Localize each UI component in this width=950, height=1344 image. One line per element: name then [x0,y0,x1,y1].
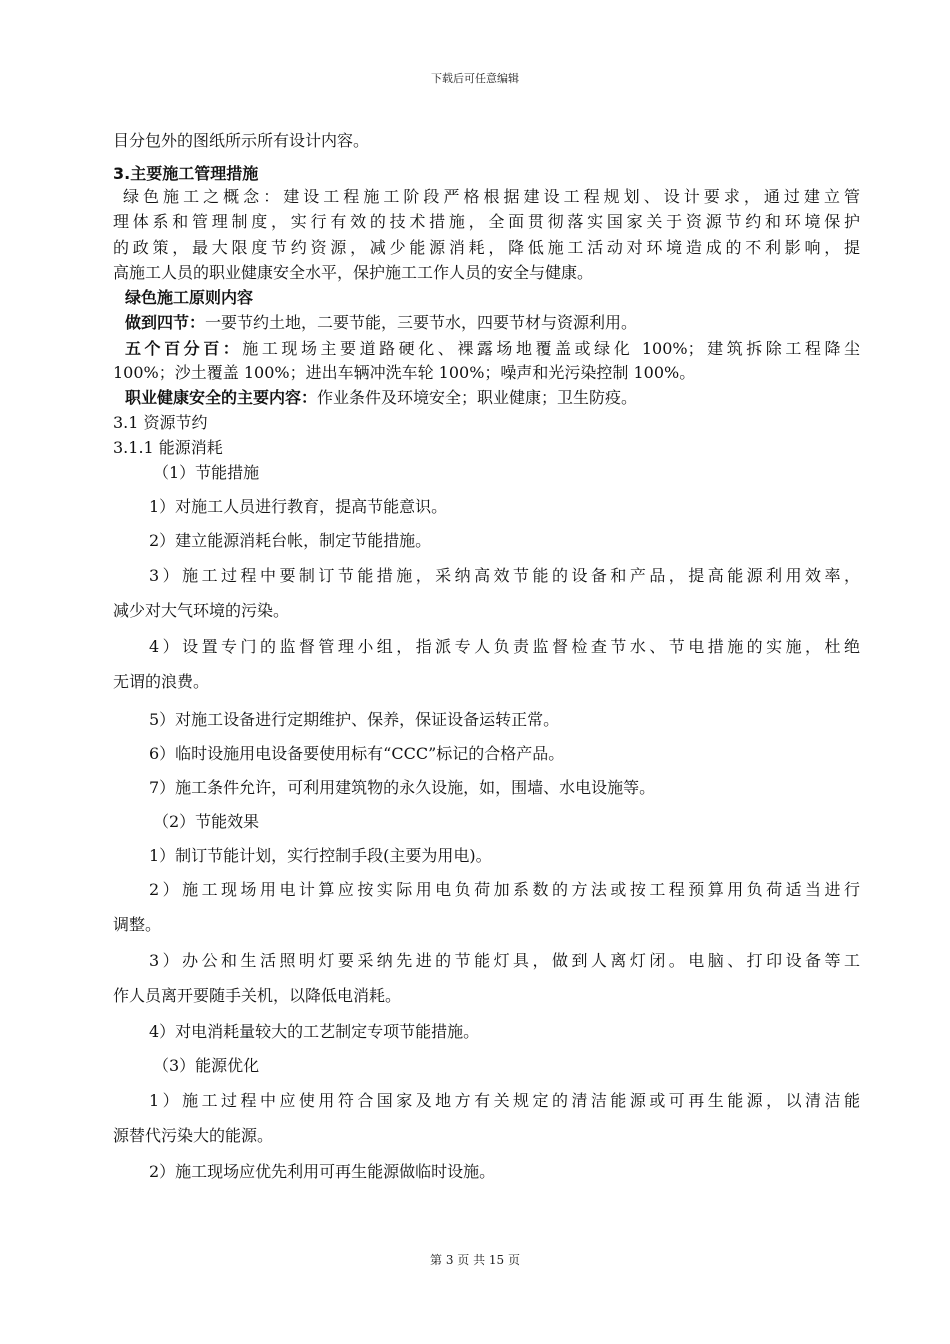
list-item: 4）设置专门的监督管理小组，指派专人负责监督检查节水、节电措施的实施，杜绝 [149,637,860,656]
section-heading: 3.主要施工管理措施 [113,164,259,183]
list-item: 1）施工过程中应使用符合国家及地方有关规定的清洁能源或可再生能源，以清洁能 [149,1091,860,1110]
list-item-continuation: 无谓的浪费。 [113,672,210,691]
paragraph-line: 理体系和管理制度，实行有效的技术措施，全面贯彻落实国家关于资源节约和环境保护 [113,212,860,231]
list-item: 3）施工过程中要制订节能措施，采纳高效节能的设备和产品，提高能源利用效率， [149,566,860,585]
paragraph-line: 高施工人员的职业健康安全水平，保护施工工作人员的安全与健康。 [113,263,594,282]
list-item: 6）临时设施用电设备要使用标有“CCC”标记的合格产品。 [149,744,565,763]
list-item-continuation: 减少对大气环境的污染。 [113,601,290,620]
list-item: 3）办公和生活照明灯要采纳先进的节能灯具，做到人离灯闭。电脑、打印设备等工 [149,951,860,970]
item-heading: （3）能源优化 [153,1056,260,1075]
paragraph-line [113,385,872,408]
line-text: 一要节约土地，二要节能，三要节水，四要节材与资源利用。 [205,313,638,332]
list-item-continuation: 源替代污染大的能源。 [113,1126,274,1145]
list-item: 4）对电消耗量较大的工艺制定专项节能措施。 [149,1022,480,1041]
list-item: 1）对施工人员进行教育，提高节能意识。 [149,497,448,516]
item-heading: （1）节能措施 [153,463,260,482]
line-text: 施工现场主要道路硬化、裸露场地覆盖或绿化 100%；建筑拆除工程降尘 [242,339,860,358]
list-item: 2）施工现场用电计算应按实际用电负荷加系数的方法或按工程预算用负荷适当进行 [149,880,860,899]
subsection-heading: 3.1 资源节约 [113,413,208,432]
paragraph-line [113,310,872,333]
bold-label: 做到四节： [125,313,206,332]
paragraph-line: 绿色施工之概念：建设工程施工阶段严格根据建设工程规划、设计要求，通过建立管 [123,187,860,206]
list-item: 2）建立能源消耗台帐，制定节能措施。 [149,531,432,550]
list-item-continuation: 调整。 [113,915,162,934]
list-item: 1）制订节能计划，实行控制手段(主要为用电)。 [149,846,492,865]
subheading: 绿色施工原则内容 [125,288,254,307]
page-header: 下载后可任意编辑 [431,72,519,85]
list-item: 7）施工条件允许，可利用建筑物的永久设施，如，围墙、水电设施等。 [149,778,656,797]
subsection-heading: 3.1.1 能源消耗 [113,438,223,457]
paragraph-line: 目分包外的图纸所示所有设计内容。 [113,131,370,150]
list-item: 2）施工现场应优先利用可再生能源做临时设施。 [149,1162,496,1181]
list-item: 5）对施工设备进行定期维护、保养，保证设备运转正常。 [149,710,560,729]
bold-label: 职业健康安全的主要内容： [125,388,318,407]
list-item-continuation: 作人员离开要随手关机，以降低电消耗。 [113,986,402,1005]
paragraph-line [113,336,860,359]
item-heading: （2）节能效果 [153,812,260,831]
bold-label: 五个百分百： [125,339,243,358]
page-footer: 第 3 页 共 15 页 [430,1253,520,1267]
paragraph-line: 的政策，最大限度节约资源，减少能源消耗，降低施工活动对环境造成的不利影响，提 [113,238,860,257]
paragraph-line: 100%；沙土覆盖 100%；进出车辆冲洗车轮 100%；噪声和光污染控制 100%。 [113,363,696,382]
line-text: 作业条件及环境安全；职业健康；卫生防疫。 [317,388,638,407]
